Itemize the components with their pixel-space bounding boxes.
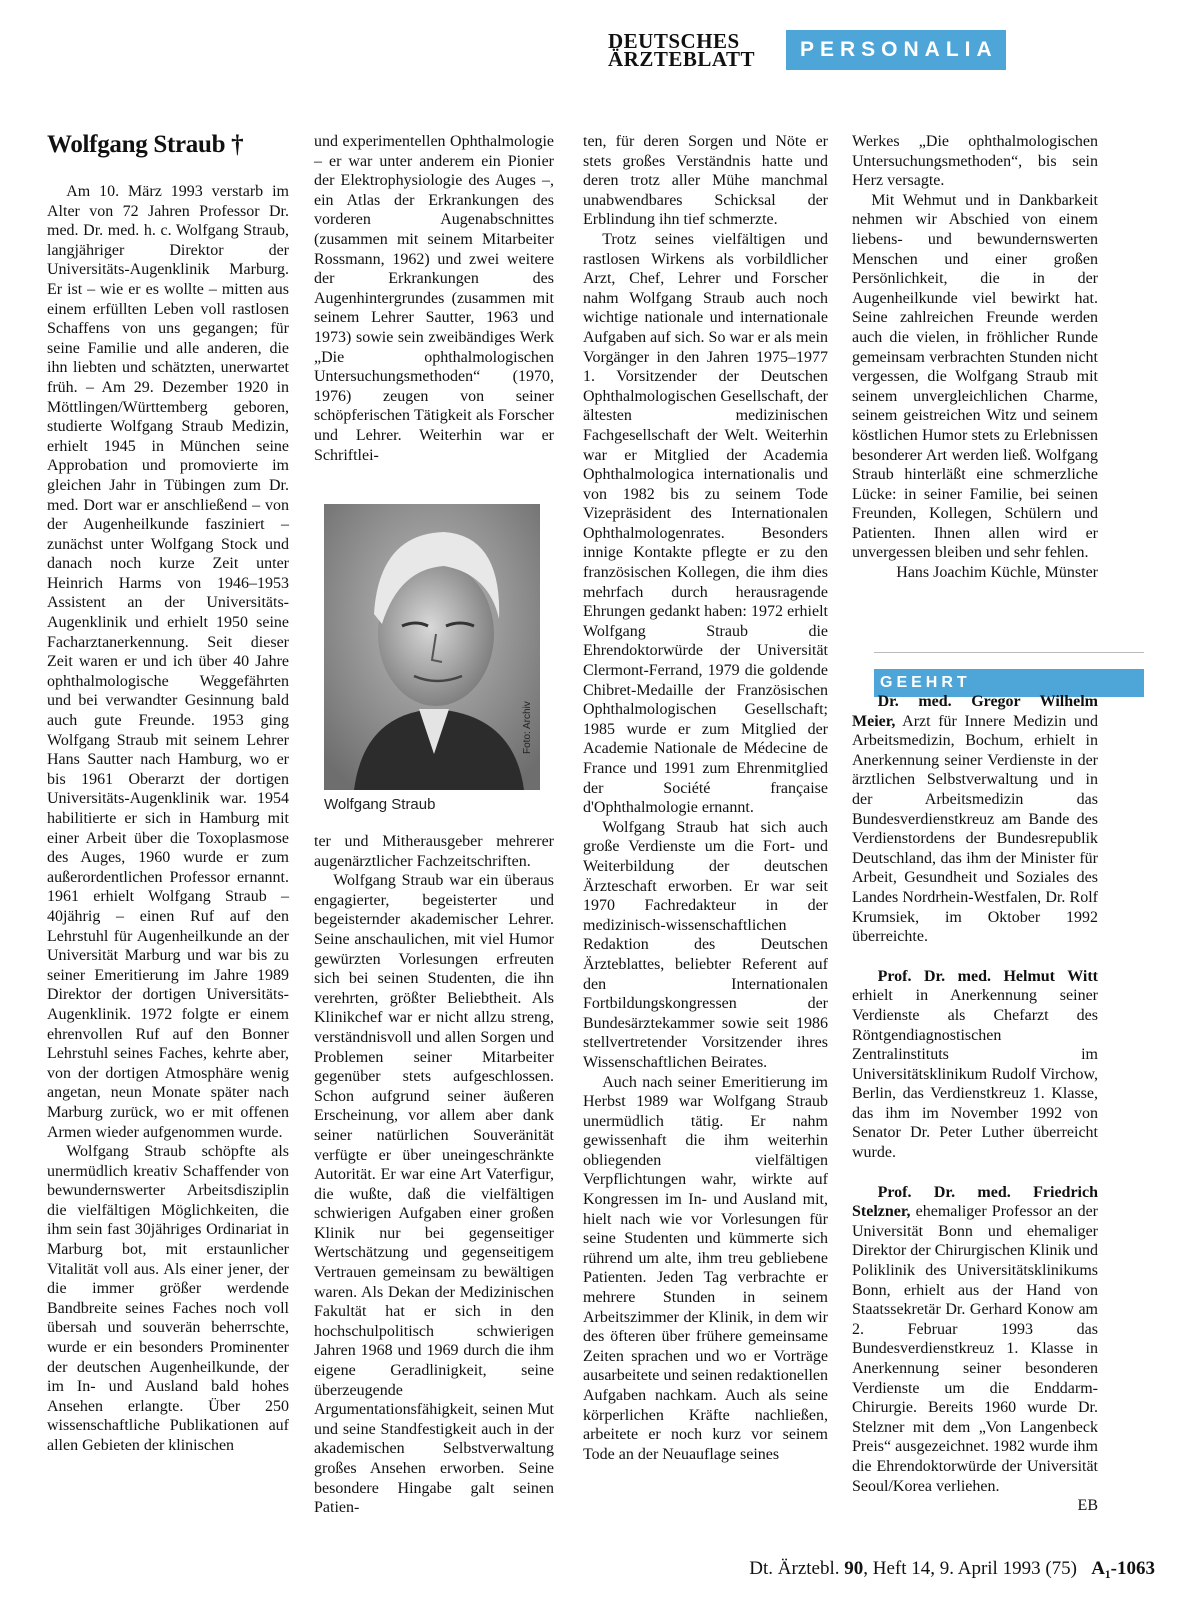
article-column-4: [852, 132, 1098, 583]
footer-volume: 90: [844, 1558, 864, 1579]
paragraph: Wolfgang Straub hat sich auch große Verdienste um die Fort- und Weiterbildung der deutschen Ärzteschaft erworben. Er war seit 1970 Fachredakteur in der medizinisch-wissenschaftlichen Redaktion des Deutschen Ärzteblattes, beliebter Referent auf den Internationalen Fortbildungskongressen der Bundesärztekammer sowie seit 1986 stellvertretender Vorsitzender ihres Wissenschaftlichen Beirates.: [583, 818, 828, 1071]
footer-issue: , Heft 14, 9. April 1993 (75): [863, 1558, 1077, 1579]
article-column-3: [583, 132, 828, 1464]
photo-credit: [522, 701, 533, 754]
logo-line-2: ÄRZTEBLATT: [608, 47, 755, 71]
paragraph: Auch nach seiner Emeritierung im Herbst 1989 war Wolfgang Straub unermüdlich tätig. Er nahm gewissenhaft die ihm weiterhin obliegenden vielfältigen Verpflichtungen wahr, wirkte auf Kongressen im In- und Ausland mit, hielt nach wie vor Vorlesungen für seine Studenten und kümmerte sich rührend um alte, ihm treu gebliebene Patienten. Jeden Tag verbrachte er mehrere Stunden in seinem Arbeitszimmer der Klinik, in dem wir des öfteren über frühere gemeinsame Zeiten sprachen und wo er Vorträge ausarbeitete und seinen redaktionellen Aufgaben nachkam. Auch als seine körperlichen Kräfte nachließen, arbeitete er noch kurz vor seinem Tode an der Neuauflage seines: [583, 1073, 828, 1463]
section-label: PERSONALIA: [786, 30, 1006, 70]
photo-credit-text: Foto: Archiv: [522, 701, 533, 754]
editor-initials: EB: [1077, 1497, 1098, 1515]
article-column-1: [47, 130, 289, 1456]
article-title: Wolfgang Straub †: [47, 131, 244, 158]
page-footer: [650, 1558, 1155, 1580]
honoree-name: Prof. Dr. med. Friedrich Stelzner,: [852, 1183, 1098, 1221]
section-divider: [874, 652, 1144, 653]
masthead: [608, 30, 1168, 76]
geehrt-column: [852, 692, 1098, 1516]
geehrt-header: GEEHRT: [874, 669, 1144, 697]
honoree-text: erhielt in Anerkennung seiner Verdienste als Chefarzt des Röntgendiagnostischen Zentralinstituts im Universitätsklinikum Rudolf Virchow, Berlin, das Verdienstkreuz 1. Klasse, das ihm im November 1992 von Senator Dr. Peter Luther überreicht wurde.: [852, 987, 1098, 1162]
footer-page-number: A₁-1063: [1091, 1558, 1155, 1579]
portrait-image: [324, 504, 540, 790]
author-signature: Hans Joachim Küchle, Münster: [896, 564, 1098, 582]
honoree-text: ehemaliger Professor an der Universität Bonn und ehemaliger Direktor der Chirurgischen Klinik und Poliklinik des Universitätsklinikums Bonn, erhielt aus der Hand von Staatssekretär Dr. Gerhard Konow am 2. Februar 1993 das Bundesverdienstkreuz 1. Klasse in Anerkennung seiner besonderen Verdienste um die Enddarm-Chirurgie. Bereits 1960 wurde Dr. Stelzner mit dem „Von Langenbeck Preis“ ausgezeichnet. 1982 wurde ihm die Ehrendoktorwürde der Universität Seoul/Korea verliehen.: [852, 1203, 1098, 1495]
article-column-2-bottom: [314, 832, 554, 1518]
photo-caption: Wolfgang Straub: [324, 796, 436, 813]
paragraph: Wolfgang Straub war ein überaus engagierter, begeisterter und begeisternder akademischer Lehrer. Seine anschaulichen, mit viel Humor gewürzten Vorlesungen erfreuten sich bei seinen Studenten, die ihn verehrten, größter Beliebtheit. Als Klinikchef war er nicht allzu streng, verständnisvoll und allen Sorgen und Problemen seiner Mitarbeiter gegenüber stets aufgeschlossen. Schon aufgrund seiner äußeren Erscheinung, vor allem aber dank seiner natürlichen Souveränität verfügte er über uneingeschränkte Autorität. Er war eine Art Vaterfigur, die wußte, daß die vielfältigen schwierigen Aufgaben einer großen Klinik nur bei gegenseitiger Wertschätzung und gegenseitigem Vertrauen gemeinsam zu bewältigen waren. Als Dekan der Medizinischen Fakultät hat er sich in den hochschulpolitisch schwierigen Jahren 1968 und 1969 durch die ihm eigene Geradlinigkeit, seine überzeugende Argumentationsfähigkeit, seinen Mut und seine Standfestigkeit auch in der akademischen Selbstverwaltung großes Ansehen erworben. Seine besondere Hingabe galt seinen Patien-: [314, 872, 554, 1517]
journal-logo: [608, 29, 755, 71]
paragraph: Werkes „Die ophthalmologischen Untersuchungsmethoden“, bis sein Herz versagte.: [852, 133, 1098, 190]
honoree-entry: [852, 692, 1098, 947]
paragraph: ten, für deren Sorgen und Nöte er stets großes Verständnis hatte und deren trotz aller Mühe manchmal unabwendbares Schicksal der Erblindung ihn tief schmerzte.: [583, 133, 828, 229]
paragraph: ter und Mitherausgeber mehrerer augenärztlicher Fachzeitschriften.: [314, 833, 554, 870]
portrait-photo: [324, 504, 540, 790]
honoree-entry: [852, 1183, 1098, 1497]
honoree-text: Arzt für Innere Medizin und Arbeitsmedizin, Bochum, erhielt in Anerkennung seiner Verdienste in der ärztlichen Selbstverwaltung und in der Arbeitsmedizin das Bundesverdienstkreuz am Bande des Verdienstordens der Bundesrepublik Deutschland, das ihm der Minister für Arbeit, Gesundheit und Soziales des Landes Nordrhein-Westfalen, Dr. Rolf Krumsiek, im Oktober 1992 überreichte.: [852, 712, 1098, 946]
paragraph: Trotz seines vielfältigen und rastlosen Wirkens als vorbildlicher Arzt, Chef, Lehrer und Forscher nahm Wolfgang Straub auch noch wichtige nationale und internationale Aufgaben auf sich. So war er als mein Vorgänger in den Jahren 1975–1977 1. Vorsitzender der Deutschen Ophthalmologischen Gesellschaft, der ältesten medizinischen Fachgesellschaft der Welt. Weiterhin war er Mitglied der Academia Ophthalmologica internationalis und von 1982 bis zu seinem Tode Vizepräsident des Internationalen Ophthalmologenrates. Besonders innige Kontakte pflegte er zu den französischen Kollegen, die ihm dies mehrfach durch herausragende Ehrungen gedankt haben: 1972 erhielt Wolfgang Straub die Ehrendoktorwürde der Universität Clermont-Ferrand, 1979 die goldende Chibret-Medaille der Französischen Ophthalmologischen Gesellschaft; 1985 wurde er zum Mitglied der Academie Nationale de Médecine de France und 1991 zum Ehrenmitglied der Société française d'Ophthalmologie ernannt.: [583, 230, 828, 817]
honoree-entry: [852, 967, 1098, 1163]
paragraph: Am 10. März 1993 verstarb im Alter von 72 Jahren Professor Dr. med. Dr. med. h. c. Wolfgang Straub, langjähriger Direktor der Universitäts-Augenklinik Marburg. Er ist – wie er es wollte – mitten aus einem erfüllten Leben voll rastlosen Schaffens von uns gegangen; für seine Familie und alle anderen, die ihn liebten und schätzten, unerwartet früh. – Am 29. Dezember 1920 in Möttlingen/Württemberg geboren, studierte Wolfgang Straub Medizin, erhielt 1945 in München seine Approbation und promovierte im gleichen Jahr in Tübingen zum Dr. med. Dort war er anschließend – von der Augenheilkunde fasziniert – zunächst unter Wolfgang Stock und danach noch kurze Zeit unter Heinrich Harms von 1946–1953 Assistent an der Universitäts-Augenklinik und erhielt 1950 seine Facharztanerkennung. Seit dieser Zeit waren er und ich über 40 Jahre ophthalmologische Weggefährten und bei verwandter Gesinnung bald auch gute Freunde. 1953 ging Wolfgang Straub mit seinem Lehrer Hans Sautter nach Hamburg, wo er bis 1961 Oberarzt der dortigen Universitäts-Augenklinik war. 1954 habilitierte er sich in Hamburg mit einer Arbeit über die Toxoplasmose des Auges, 1960 wurde er zum außerordentlichen Professor ernannt. 1961 erhielt Wolfgang Straub – 40jährig – einen Ruf auf den Lehrstuhl für Augenheilkunde an der Universität Marburg und war bis zu seiner Emeritierung im Jahre 1989 Direktor der dortigen Universitäts-Augenklinik. 1972 folgte er einem ehrenvollen Ruf auf den Bonner Lehrstuhl seines Faches, kehrte aber, von der dortigen Atmosphäre wenig angetan, neun Monate später nach Marburg zurück, wo er mit offenen Armen wieder aufgenommen wurde.: [47, 183, 289, 1141]
paragraph: Wolfgang Straub schöpfte als unermüdlich kreativ Schaffender von bewundernswerter Arbeitsdisziplin die vielfältigen Möglichkeiten, die ihm sein fast 30jähriges Ordinariat in Marburg bot, mit erstaunlicher Vitalität voll aus. Als einer jener, der die immer größer werdende Bandbreite seines Faches noch voll übersah und souverän beherrschte, wurde er ein besonders Prominenter der deutschen Augenheilkunde, der im In- und Ausland bald hohes Ansehen erlangte. Über 250 wissenschaftliche Publikationen auf allen Gebieten der klinischen: [47, 1143, 289, 1454]
honoree-name: Dr. med. Gregor Wilhelm Meier,: [852, 693, 1098, 730]
article-column-2-top: [314, 132, 554, 465]
footer-journal: Dt. Ärztebl.: [749, 1558, 845, 1579]
honoree-name: Prof. Dr. med. Helmut Witt: [877, 967, 1098, 985]
logo-line-1: DEUTSCHES: [608, 29, 740, 53]
paragraph: und experimentellen Ophthalmologie – er war unter anderem ein Pionier der Elektrophysiologie des Auges –, ein Atlas der Erkrankungen des vorderen Augenabschnittes (zusammen mit seinem Mitarbeiter Rossmann, 1962) und zwei weitere der Erkrankungen des Augenhintergrundes (zusammen mit seinem Lehrer Sautter, 1963 und 1973) sowie sein zweibändiges Werk „Die ophthalmologischen Untersuchungsmethoden“ (1970, 1976) zeugen von seiner schöpferischen Tätigkeit als Forscher und Lehrer. Weiterhin war er Schriftlei-: [314, 133, 554, 464]
paragraph: Mit Wehmut und in Dankbarkeit nehmen wir Abschied von einem liebens- und bewundernswerten Menschen und einer großen Persönlichkeit, die in der Augenheilkunde viel bewirkt hat. Seine zahlreichen Freunde werden auch die vielen, in fröhlicher Runde gemeinsam verbrachten Stunden nicht vergessen, die Wolfgang Straub mit seinem unvergleichlichen Charme, seinem geistreichen Witz und seinem köstlichen Humor stets zu Erlebnissen besonderer Art werden ließ. Wolfgang Straub hinterläßt eine schmerzliche Lücke: in seiner Familie, bei seinen Freunden, Kollegen, Schülern und Patienten. Ihnen allen wird er unvergessen bleiben und sehr fehlen.: [852, 191, 1098, 562]
